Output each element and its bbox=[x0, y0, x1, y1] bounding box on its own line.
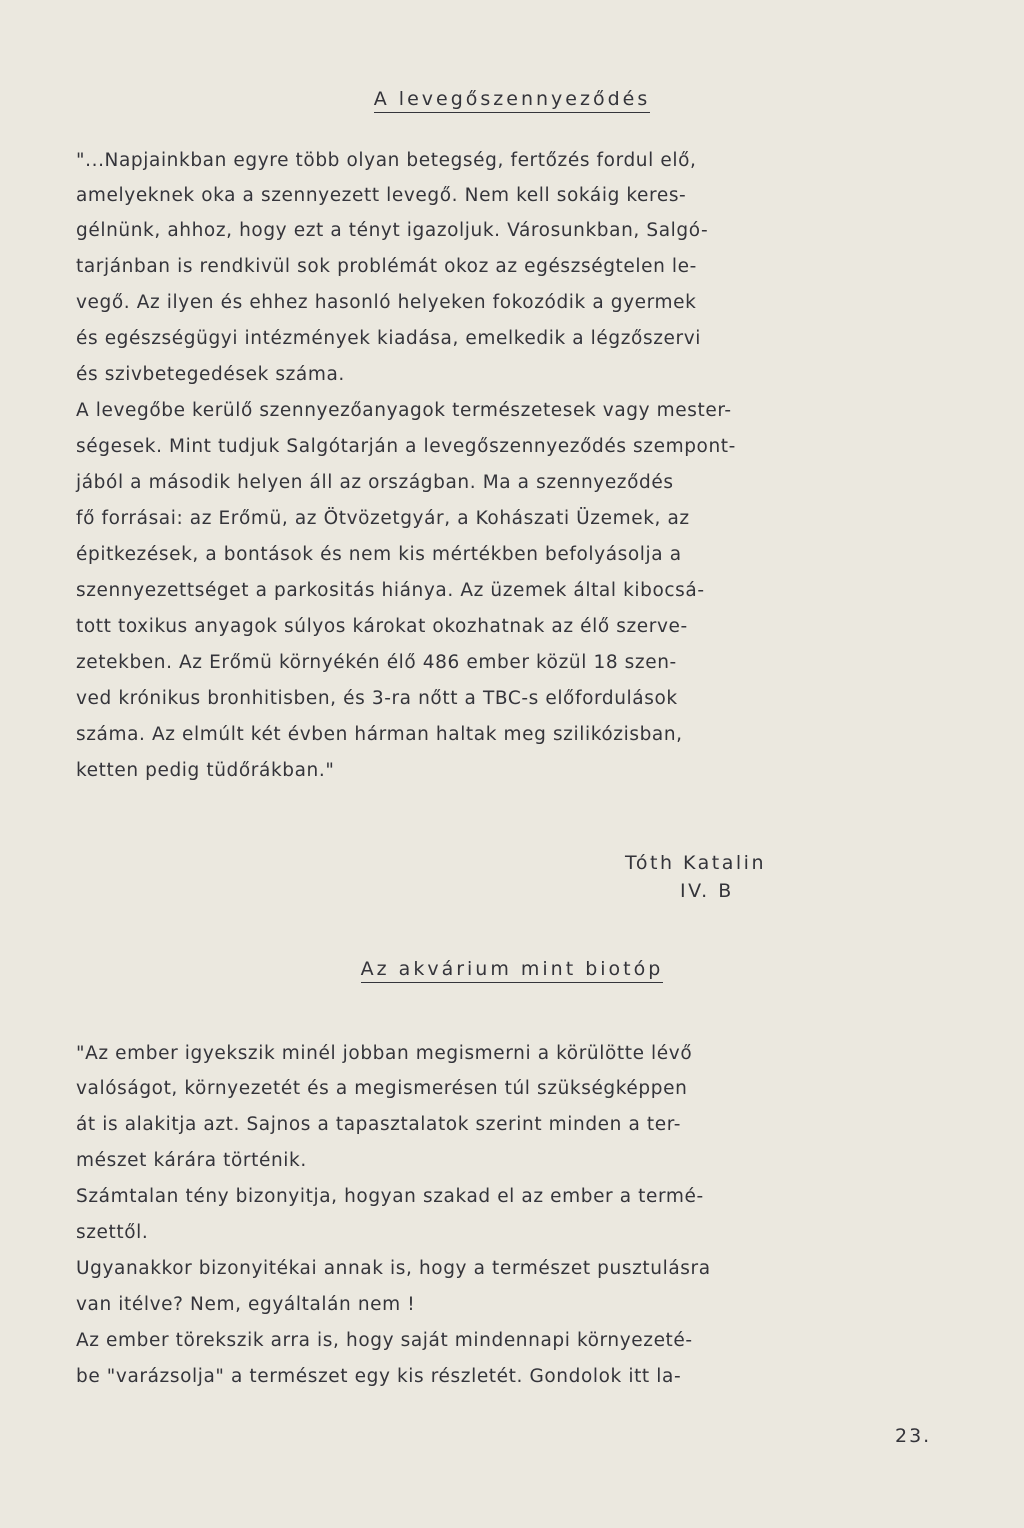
page-number: 23. bbox=[895, 1425, 932, 1447]
text-line: ketten pedig tüdőrákban." bbox=[76, 760, 335, 781]
text-line: Számtalan tény bizonyitja, hogyan szakad el az ember a termé- bbox=[76, 1186, 704, 1207]
text-line: szennyezettséget a parkositás hiánya. Az üzemek által kibocsá- bbox=[76, 580, 705, 601]
text-line: ved krónikus bronhitisben, és 3-ra nőtt a TBC-s előfordulások bbox=[76, 688, 678, 709]
article-title bbox=[0, 88, 1024, 113]
text-line: amelyeknek oka a szennyezett levegő. Nem kell sokáig keres- bbox=[76, 185, 687, 206]
text-line: "Az ember igyekszik minél jobban megismerni a körülötte lévő bbox=[76, 1043, 693, 1064]
text-line: és szivbetegedések száma. bbox=[76, 364, 345, 385]
text-line: mészet kárára történik. bbox=[76, 1150, 307, 1171]
text-line: Az ember törekszik arra is, hogy saját mindennapi környezeté- bbox=[76, 1330, 693, 1351]
text-line: ségesek. Mint tudjuk Salgótarján a levegőszennyeződés szempont- bbox=[76, 436, 736, 457]
text-line: tarjánban is rendkivül sok problémát okoz az egészségtelen le- bbox=[76, 256, 697, 277]
article-title-text: A levegőszennyeződés bbox=[374, 88, 650, 113]
text-line: van itélve? Nem, egyáltalán nem ! bbox=[76, 1294, 416, 1315]
text-line: jából a második helyen áll az országban. Ma a szennyeződés bbox=[76, 472, 674, 493]
text-line: száma. Az elmúlt két évben hárman haltak meg szilikózisban, bbox=[76, 724, 683, 745]
text-line: vegő. Az ilyen és ehhez hasonló helyeken fokozódik a gyermek bbox=[76, 292, 697, 313]
article-title bbox=[0, 958, 1024, 983]
text-line: A levegőbe kerülő szennyezőanyagok természetesek vagy mester- bbox=[76, 400, 732, 421]
text-line: át is alakitja azt. Sajnos a tapasztalatok szerint minden a ter- bbox=[76, 1114, 682, 1135]
text-line: és egészségügyi intézmények kiadása, emelkedik a légzőszervi bbox=[76, 328, 702, 349]
text-line: szettől. bbox=[76, 1222, 149, 1243]
text-line: épitkezések, a bontások és nem kis mértékben befolyásolja a bbox=[76, 544, 682, 565]
text-line: valóságot, környezetét és a megismerésen túl szükségképpen bbox=[76, 1078, 688, 1099]
text-line: "...Napjainkban egyre több olyan betegség, fertőzés fordul elő, bbox=[76, 150, 697, 171]
article-title-text: Az akvárium mint biotóp bbox=[361, 958, 664, 983]
text-line: tott toxikus anyagok súlyos károkat okozhatnak az élő szerve- bbox=[76, 616, 688, 637]
text-line: fő forrásai: az Erőmü, az Ötvözetgyár, a Kohászati Üzemek, az bbox=[76, 508, 690, 529]
text-line: be "varázsolja" a természet egy kis részletét. Gondolok itt la- bbox=[76, 1366, 682, 1387]
text-line: gélnünk, ahhoz, hogy ezt a tényt igazoljuk. Városunkban, Salgó- bbox=[76, 220, 709, 241]
author-class: IV. B bbox=[680, 880, 734, 902]
text-line: Ugyanakkor bizonyitékai annak is, hogy a természet pusztulásra bbox=[76, 1258, 711, 1279]
author-name: Tóth Katalin bbox=[625, 852, 766, 874]
text-line: zetekben. Az Erőmü környékén élő 486 ember közül 18 szen- bbox=[76, 652, 677, 673]
